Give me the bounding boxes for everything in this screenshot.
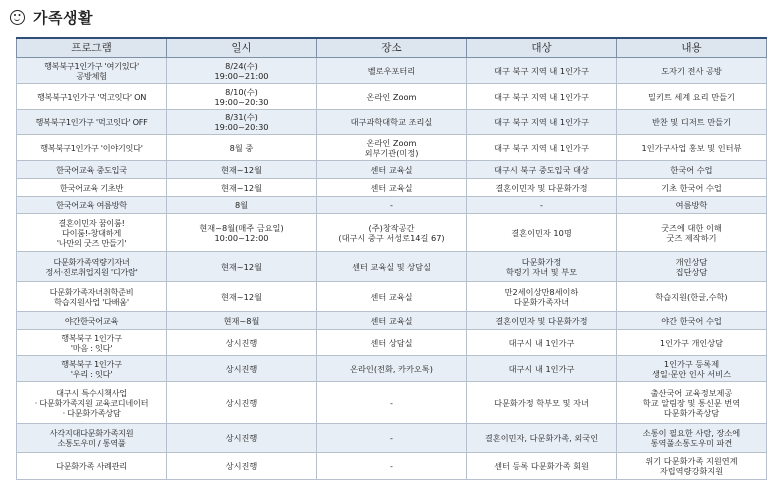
table-row — [17, 135, 767, 161]
column-header-program: 프로그램 — [17, 38, 167, 58]
cell-content: 도자기 전사 공방 — [617, 58, 767, 84]
cell-content: 출산국어 교육정보제공 학교 알림장 및 통신문 번역 다문화가족상담 — [617, 382, 767, 424]
cell-datetime: 상시진행 — [167, 382, 317, 424]
cell-datetime: 현재~8월 — [167, 312, 317, 330]
table-row — [17, 356, 767, 382]
cell-target: 다문화가정 학령기 자녀 및 부모 — [467, 252, 617, 282]
cell-target: 대구시 내 1인가구 — [467, 356, 617, 382]
cell-datetime: 현재~8월(매주 금요일) 10:00~12:00 — [167, 214, 317, 252]
cell-location: 센터 교육실 및 상담실 — [317, 252, 467, 282]
column-header-target: 대상 — [467, 38, 617, 58]
cell-target: 대구 북구 지역 내 1인가구 — [467, 84, 617, 110]
cell-program: 행복북구1인가구 '먹고잇다' OFF — [17, 110, 167, 135]
cell-location: 센터 교육실 — [317, 312, 467, 330]
cell-program: 한국어교육 중도입국 — [17, 161, 167, 179]
cell-datetime: 8월 중 — [167, 135, 317, 161]
cell-datetime: 8월 — [167, 197, 317, 214]
cell-target: 만2세이상만8세이하 다문화가족자녀 — [467, 282, 617, 312]
cell-datetime: 상시진행 — [167, 330, 317, 356]
cell-content: 1인가구사업 홍보 및 인터뷰 — [617, 135, 767, 161]
table-row — [17, 312, 767, 330]
cell-target: 대구 북구 지역 내 1인가구 — [467, 58, 617, 84]
smiley-icon — [10, 10, 25, 25]
table-row — [17, 84, 767, 110]
section-title: 가족생활 — [33, 8, 93, 27]
cell-datetime: 상시진행 — [167, 424, 317, 453]
cell-location: - — [317, 197, 467, 214]
section-header — [10, 6, 93, 28]
cell-datetime: 현재~12월 — [167, 282, 317, 312]
cell-location: 센터 교육실 — [317, 161, 467, 179]
cell-program: 행복북구1인가구 '여기있다' 공방체험 — [17, 58, 167, 84]
table-row — [17, 382, 767, 424]
cell-content: 여름방학 — [617, 197, 767, 214]
cell-content: 위기 다문화가족 지원연계 자립역량강화지원 — [617, 453, 767, 480]
column-header-datetime: 일시 — [167, 38, 317, 58]
cell-location: 센터 교육실 — [317, 282, 467, 312]
cell-program: 다문화가족자녀취학준비 학습지원사업 '다배움' — [17, 282, 167, 312]
cell-program: 다문화가족역량기자녀 정서·진로취업지원 '디가람' — [17, 252, 167, 282]
table-row — [17, 453, 767, 480]
cell-datetime: 상시진행 — [167, 356, 317, 382]
table-header-row — [17, 38, 767, 58]
table-row — [17, 252, 767, 282]
cell-datetime: 상시진행 — [167, 453, 317, 480]
table-row — [17, 197, 767, 214]
table-row — [17, 424, 767, 453]
cell-target: 대구시 북구 중도입국 대상 — [467, 161, 617, 179]
column-header-content: 내용 — [617, 38, 767, 58]
cell-target: 다문화가정 학부모 및 자녀 — [467, 382, 617, 424]
cell-program: 행복북구 1인가구 '마음 : 잇다' — [17, 330, 167, 356]
cell-program: 야간한국어교육 — [17, 312, 167, 330]
schedule-table — [16, 37, 767, 480]
cell-content: 굿즈에 대한 이해 굿즈 제작하기 — [617, 214, 767, 252]
cell-program: 행복북구 1인가구 '우리 : 잇다' — [17, 356, 167, 382]
cell-location: 온라인 Zoom — [317, 84, 467, 110]
cell-content: 밀키트 세계 요리 만들기 — [617, 84, 767, 110]
cell-target: 대구 북구 지역 내 1인가구 — [467, 110, 617, 135]
column-header-location: 장소 — [317, 38, 467, 58]
cell-location: - — [317, 424, 467, 453]
cell-location: 벨로우포터리 — [317, 58, 467, 84]
cell-target: 결혼이민자 10명 — [467, 214, 617, 252]
cell-content: 개인상담 집단상담 — [617, 252, 767, 282]
cell-program: 한국어교육 기초반 — [17, 179, 167, 197]
table-row — [17, 110, 767, 135]
table-row — [17, 58, 767, 84]
table-row — [17, 179, 767, 197]
cell-content: 소통이 필요한 사람, 장소에 통역풀소통도우미 파견 — [617, 424, 767, 453]
cell-content: 반찬 및 디저트 만들기 — [617, 110, 767, 135]
cell-location: 온라인 Zoom 외부기관(미정) — [317, 135, 467, 161]
cell-program: 한국어교육 여름방학 — [17, 197, 167, 214]
cell-content: 학습지원(한글,수학) — [617, 282, 767, 312]
cell-location: 대구과학대학교 조리실 — [317, 110, 467, 135]
cell-program: 행복북구1인가구 '이야기잇다' — [17, 135, 167, 161]
cell-datetime: 8/10(수) 19:00~20:30 — [167, 84, 317, 110]
cell-datetime: 현재~12월 — [167, 252, 317, 282]
cell-location: - — [317, 453, 467, 480]
cell-program: 대구시 특수시책사업 · 다문화가족지원 교육코디네이터 · 다문화가족상담 — [17, 382, 167, 424]
cell-content: 1인가구 등록제 생일·문안 인사 서비스 — [617, 356, 767, 382]
cell-program: 다문화가족 사례관리 — [17, 453, 167, 480]
cell-target: 대구시 내 1인가구 — [467, 330, 617, 356]
cell-target: - — [467, 197, 617, 214]
cell-program: 결혼이민자 꿈이룸! 다이룸!-창대하게 '나만의 굿즈 만들기' — [17, 214, 167, 252]
cell-location: 센터 상담실 — [317, 330, 467, 356]
table-row — [17, 214, 767, 252]
cell-datetime: 현재~12월 — [167, 161, 317, 179]
table-row — [17, 330, 767, 356]
cell-target: 결혼이민자 및 다문화가정 — [467, 312, 617, 330]
cell-content: 야간 한국어 수업 — [617, 312, 767, 330]
cell-target: 결혼이민자 및 다문화가정 — [467, 179, 617, 197]
table-row — [17, 161, 767, 179]
cell-location: (주)창작공간 (대구시 중구 서성로14길 67) — [317, 214, 467, 252]
cell-program: 사각지대다문화가족지원 소통도우미 / 통역풀 — [17, 424, 167, 453]
cell-datetime: 현재~12월 — [167, 179, 317, 197]
cell-program: 행복북구1인가구 '먹고잇다' ON — [17, 84, 167, 110]
cell-target: 센터 등록 다문화가족 회원 — [467, 453, 617, 480]
cell-content: 1인가구 개인상담 — [617, 330, 767, 356]
cell-location: 온라인(전화, 카카오톡) — [317, 356, 467, 382]
cell-location: 센터 교육실 — [317, 179, 467, 197]
cell-datetime: 8/24(수) 19:00~21:00 — [167, 58, 317, 84]
cell-target: 결혼이민자, 다문화가족, 외국인 — [467, 424, 617, 453]
cell-location: - — [317, 382, 467, 424]
cell-content: 기초 한국어 수업 — [617, 179, 767, 197]
table-row — [17, 282, 767, 312]
cell-target: 대구 북구 지역 내 1인가구 — [467, 135, 617, 161]
cell-datetime: 8/31(수) 19:00~20:30 — [167, 110, 317, 135]
table-body — [17, 58, 767, 480]
cell-content: 한국어 수업 — [617, 161, 767, 179]
